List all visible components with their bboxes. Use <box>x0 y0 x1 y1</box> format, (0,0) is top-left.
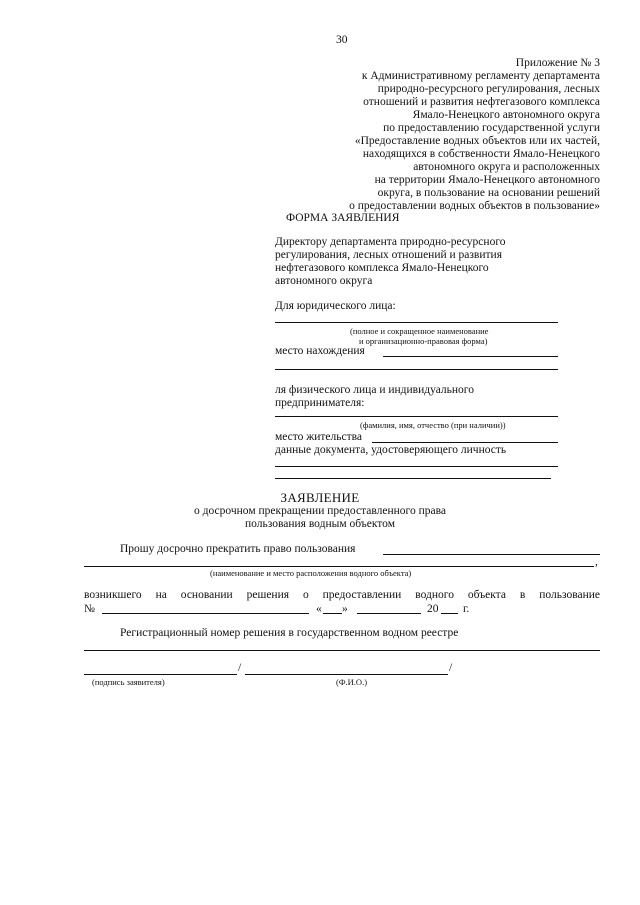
number-prefix: № <box>84 603 95 615</box>
registration-text: Регистрационный номер решения в государственном водном реестре <box>120 627 459 639</box>
legal-entity-hint-1: (полное и сокращенное наименование <box>350 326 489 336</box>
quote-close: » <box>342 603 348 615</box>
appendix-line: о предоставлении водных объектов в пользование» <box>349 200 600 212</box>
appendix-line: Ямало-Ненецкого автономного округа <box>412 109 600 121</box>
individual-label-1: ля физического лица и индивидуального <box>275 384 474 396</box>
appendix-line: к Административному регламенту департамента <box>361 70 600 82</box>
water-object-field-extra[interactable] <box>84 566 594 567</box>
appendix-line: округа, в пользование на основании решений <box>377 187 600 199</box>
statement-subtitle-2: пользования водным объектом <box>245 518 395 530</box>
decision-day-field[interactable] <box>323 613 342 614</box>
addressee-line: Директору департамента природно-ресурсного <box>275 236 506 248</box>
full-name-hint: (Ф.И.О.) <box>336 677 368 687</box>
request-text: Прошу досрочно прекратить право пользования <box>120 543 356 555</box>
residence-field[interactable] <box>372 442 558 443</box>
individual-label-2: предпринимателя: <box>275 397 365 409</box>
individual-name-field[interactable] <box>275 416 558 417</box>
id-document-label: данные документа, удостоверяющего личность <box>275 444 507 456</box>
location-field[interactable] <box>383 356 558 357</box>
addressee-line: регулирования, лесных отношений и развития <box>275 249 502 261</box>
legal-entity-hint-2: и организационно-правовая форма) <box>359 336 488 346</box>
form-title: ФОРМА ЗАЯВЛЕНИЯ <box>286 212 400 224</box>
year-suffix: г. <box>463 603 470 615</box>
year-prefix: 20 <box>427 603 439 615</box>
registration-number-field[interactable] <box>84 650 600 651</box>
comma: , <box>595 556 598 568</box>
signature-slash-1: / <box>238 662 242 674</box>
addressee-line: нефтегазового комплекса Ямало-Ненецкого <box>275 262 489 274</box>
legal-entity-label: Для юридического лица: <box>275 300 396 312</box>
signature-slash-2: / <box>449 662 453 674</box>
appendix-header <box>300 57 600 213</box>
statement-subtitle-1: о досрочном прекращении предоставленного права <box>194 505 446 517</box>
page-number: 30 <box>336 34 348 46</box>
individual-hint: (фамилия, имя, отчество (при наличии)) <box>360 420 506 430</box>
id-document-field-1[interactable] <box>275 466 558 467</box>
appendix-line: Приложение № 3 <box>515 57 600 69</box>
appendix-line: на территории Ямало-Ненецкого автономного <box>374 174 600 186</box>
arising-text: возникшего на основании решения о предоставлении водного объекта в пользование <box>84 589 600 601</box>
decision-year-field[interactable] <box>441 613 458 614</box>
signature-field[interactable] <box>84 674 237 675</box>
appendix-line: по предоставлению государственной услуги <box>383 122 600 134</box>
statement-title: ЗАЯВЛЕНИЕ <box>280 490 360 505</box>
appendix-line: «Предоставление водных объектов или их частей, <box>354 135 600 147</box>
residence-label: место жительства <box>275 431 362 443</box>
addressee-block <box>275 236 506 288</box>
water-object-field[interactable] <box>383 554 600 555</box>
decision-month-field[interactable] <box>357 613 421 614</box>
appendix-line: природно-ресурсного регулирования, лесных <box>377 83 600 95</box>
location-label: место нахождения <box>275 345 365 357</box>
decision-number-field[interactable] <box>102 613 309 614</box>
full-name-field[interactable] <box>245 674 448 675</box>
addressee-line: автономного округа <box>275 275 373 287</box>
quote-open: « <box>316 603 322 615</box>
appendix-line: автономного округа и расположенных <box>413 161 600 173</box>
legal-entity-name-field[interactable] <box>275 322 558 323</box>
signature-hint: (подпись заявителя) <box>92 677 165 687</box>
appendix-line: отношений и развития нефтегазового комплекса <box>363 96 600 108</box>
appendix-line: находящихся в собственности Ямало-Ненецкого <box>362 148 600 160</box>
water-object-hint: (наименование и место расположения водного объекта) <box>210 568 412 578</box>
id-document-field-2[interactable] <box>275 478 551 479</box>
location-field-extra[interactable] <box>275 369 558 370</box>
